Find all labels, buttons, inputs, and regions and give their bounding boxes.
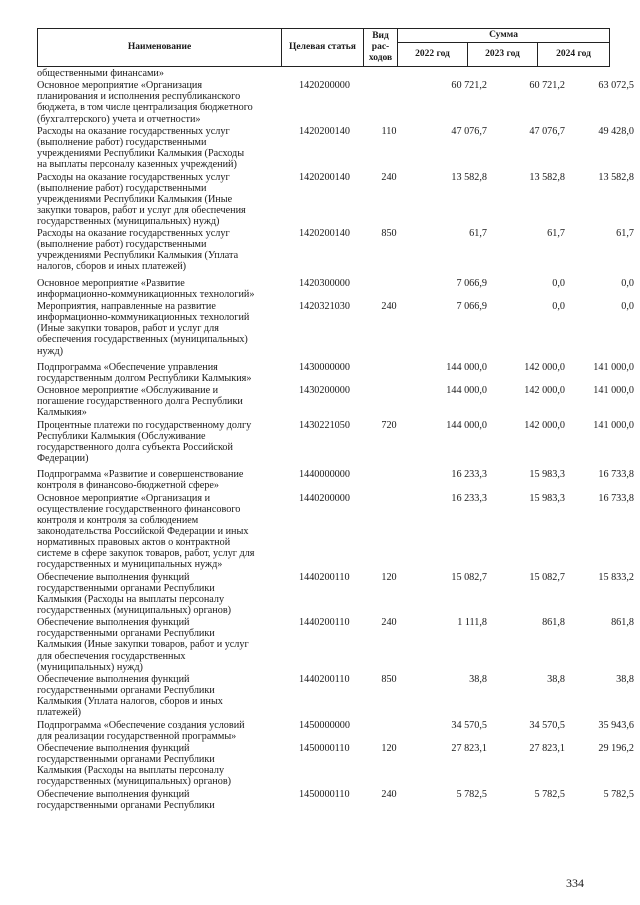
row-amount-2023: 142 000,0 bbox=[524, 361, 565, 373]
row-name: Обеспечение выполнения функций государственными органами Республики Калмыкия (Расходы на выплаты персоналу государственных (муниципальных) органов) bbox=[37, 743, 232, 788]
row-expense-type: 240 bbox=[381, 788, 397, 800]
row-amount-2022: 1 111,8 bbox=[457, 617, 487, 629]
row-amount-2024: 49 428,0 bbox=[598, 125, 634, 137]
row-amount-2022: 16 233,3 bbox=[451, 469, 487, 481]
row-name: Расходы на оказание государственных услуг (выполнение работ) государственными учреждениями Республики Калмыкия (Иные закупки товаров, работ и услуг для обеспечения государственных (муниципальных) нужд) bbox=[37, 171, 246, 227]
row-expense-type: 240 bbox=[381, 617, 397, 629]
row-amount-2024: 15 833,2 bbox=[598, 571, 634, 583]
row-amount-2022: 27 823,1 bbox=[451, 743, 487, 754]
page-number: 334 bbox=[566, 876, 584, 890]
row-expense-type: 240 bbox=[381, 171, 397, 183]
row-name: Обеспечение выполнения функций государственными органами Республики bbox=[37, 788, 215, 811]
row-amount-2023: 861,8 bbox=[542, 617, 565, 629]
row-name: Подпрограмма «Обеспечение управления государственным долгом Республики Калмыкия» bbox=[37, 361, 252, 384]
row-amount-2022: 144 000,0 bbox=[446, 385, 487, 397]
header-name: Наименование bbox=[38, 29, 282, 67]
row-amount-2024: 141 000,0 bbox=[593, 419, 634, 431]
row-amount-2024: 38,8 bbox=[616, 674, 634, 685]
row-target-code: 1420200000 bbox=[299, 80, 350, 92]
row-target-code: 1440000000 bbox=[299, 469, 350, 481]
row-amount-2023: 0,0 bbox=[552, 301, 565, 313]
header-year-2024: 2024 год bbox=[538, 43, 610, 67]
row-amount-2024: 35 943,6 bbox=[598, 719, 634, 731]
row-target-code: 1450000110 bbox=[299, 743, 350, 754]
row-amount-2024: 16 733,8 bbox=[598, 469, 634, 481]
row-amount-2023: 5 782,5 bbox=[534, 788, 565, 800]
row-amount-2022: 38,8 bbox=[469, 674, 487, 685]
row-amount-2024: 61,7 bbox=[616, 228, 634, 240]
row-amount-2022: 47 076,7 bbox=[451, 125, 487, 137]
row-expense-type: 850 bbox=[381, 228, 397, 240]
row-amount-2023: 13 582,8 bbox=[529, 171, 565, 183]
row-target-code: 1440200110 bbox=[299, 617, 350, 629]
row-target-code: 1420321030 bbox=[299, 301, 350, 313]
row-target-code: 1420200140 bbox=[299, 125, 350, 137]
row-amount-2022: 5 782,5 bbox=[456, 788, 487, 800]
row-target-code: 1440200110 bbox=[299, 571, 350, 583]
row-amount-2024: 0,0 bbox=[621, 301, 634, 313]
row-name: Расходы на оказание государственных услуг (выполнение работ) государственными учреждениями Республики Калмыкия (Уплата налогов, сборов и иных платежей) bbox=[37, 228, 239, 273]
row-amount-2024: 141 000,0 bbox=[593, 361, 634, 373]
row-amount-2023: 38,8 bbox=[547, 674, 565, 685]
row-amount-2023: 15 082,7 bbox=[529, 571, 565, 583]
row-amount-2024: 5 782,5 bbox=[603, 788, 634, 800]
header-year-2022: 2022 год bbox=[398, 43, 468, 67]
row-target-code: 1420200140 bbox=[299, 228, 350, 240]
row-amount-2024: 141 000,0 bbox=[593, 385, 634, 397]
row-amount-2023: 47 076,7 bbox=[529, 125, 565, 137]
header-vid: Вид рас-ходов bbox=[364, 29, 398, 67]
row-amount-2023: 0,0 bbox=[552, 277, 565, 289]
row-amount-2022: 34 570,5 bbox=[451, 719, 487, 731]
row-name: Основное мероприятие «Организация и осуществление государственного финансового контроля и контроля за соблюдением законодательства Российской Федерации и иных нормативных правовых актов о контрактной системе в сфере закупок товаров, работ, услуг для государственных и муниципальных нужд» bbox=[37, 492, 255, 571]
row-amount-2024: 861,8 bbox=[611, 617, 634, 629]
header-year-2023: 2023 год bbox=[468, 43, 538, 67]
row-name: Подпрограмма «Обеспечение создания условий для реализации государственной программы» bbox=[37, 719, 245, 742]
row-amount-2022: 13 582,8 bbox=[451, 171, 487, 183]
header-target: Целевая статья bbox=[282, 29, 364, 67]
row-name: Обеспечение выполнения функций государственными органами Республики Калмыкия (Иные закупки товаров, работ и услуг для обеспечения государственных (муниципальных) нужд) bbox=[37, 617, 249, 673]
row-expense-type: 850 bbox=[381, 674, 397, 685]
row-name: Обеспечение выполнения функций государственными органами Республики Калмыкия (Уплата налогов, сборов и иных платежей) bbox=[37, 674, 223, 719]
table-header bbox=[37, 28, 610, 67]
row-amount-2022: 144 000,0 bbox=[446, 419, 487, 431]
row-target-code: 1450000000 bbox=[299, 719, 350, 731]
row-amount-2024: 63 072,5 bbox=[598, 80, 634, 92]
row-target-code: 1430000000 bbox=[299, 361, 350, 373]
row-expense-type: 240 bbox=[381, 301, 397, 313]
row-amount-2024: 16 733,8 bbox=[598, 492, 634, 504]
row-name: Основное мероприятие «Обслуживание и погашение государственного долга Республики Калмыкия» bbox=[37, 385, 243, 419]
row-target-code: 1420300000 bbox=[299, 277, 350, 289]
row-amount-2022: 61,7 bbox=[469, 228, 487, 240]
row-target-code: 1450000110 bbox=[299, 788, 350, 800]
row-amount-2022: 7 066,9 bbox=[456, 301, 487, 313]
row-amount-2023: 15 983,3 bbox=[529, 469, 565, 481]
row-name: Мероприятия, направленные на развитие информационно-коммуникационных технологий (Иные закупки товаров, работ и услуг для обеспечения государственных (муниципальных) нужд) bbox=[37, 301, 250, 357]
row-amount-2022: 144 000,0 bbox=[446, 361, 487, 373]
row-amount-2022: 60 721,2 bbox=[451, 80, 487, 92]
row-name: Процентные платежи по государственному долгу Республики Калмыкия (Обслуживание государственного долга субъекта Российской Федерации) bbox=[37, 419, 252, 465]
row-name: Расходы на оказание государственных услуг (выполнение работ) государственными учреждениями Республики Калмыкия (Расходы на выплаты персоналу казенных учреждений) bbox=[37, 125, 245, 171]
row-expense-type: 120 bbox=[381, 743, 397, 754]
row-amount-2024: 13 582,8 bbox=[598, 171, 634, 183]
row-amount-2022: 16 233,3 bbox=[451, 492, 487, 504]
row-amount-2023: 142 000,0 bbox=[524, 385, 565, 397]
row-expense-type: 120 bbox=[381, 571, 397, 583]
row-name: Подпрограмма «Развитие и совершенствование контроля в финансово-бюджетной сфере» bbox=[37, 469, 244, 492]
row-target-code: 1430200000 bbox=[299, 385, 350, 397]
row-name: общественными финансами» bbox=[37, 68, 164, 79]
row-amount-2024: 29 196,2 bbox=[598, 743, 634, 754]
row-target-code: 1440200110 bbox=[299, 674, 350, 685]
row-name: Основное мероприятие «Организация планирования и исполнения республиканского бюджета, в том числе централизация бюджетного (бухгалтерского) учета и отчетности» bbox=[37, 80, 253, 125]
row-amount-2022: 7 066,9 bbox=[456, 277, 487, 289]
row-amount-2024: 0,0 bbox=[621, 277, 634, 289]
row-name: Основное мероприятие «Развитие информационно-коммуникационных технологий» bbox=[37, 277, 255, 300]
header-sum: Сумма bbox=[398, 29, 610, 43]
row-name: Обеспечение выполнения функций государственными органами Республики Калмыкия (Расходы на выплаты персоналу государственных (муниципальных) органов) bbox=[37, 571, 232, 616]
row-amount-2023: 15 983,3 bbox=[529, 492, 565, 504]
row-target-code: 1430221050 bbox=[299, 419, 350, 431]
row-target-code: 1420200140 bbox=[299, 171, 350, 183]
row-amount-2023: 61,7 bbox=[547, 228, 565, 240]
row-expense-type: 110 bbox=[381, 125, 397, 137]
row-amount-2022: 15 082,7 bbox=[451, 571, 487, 583]
row-amount-2023: 34 570,5 bbox=[529, 719, 565, 731]
row-expense-type: 720 bbox=[381, 419, 397, 431]
row-amount-2023: 60 721,2 bbox=[529, 80, 565, 92]
row-amount-2023: 27 823,1 bbox=[529, 743, 565, 754]
row-target-code: 1440200000 bbox=[299, 492, 350, 504]
row-amount-2023: 142 000,0 bbox=[524, 419, 565, 431]
